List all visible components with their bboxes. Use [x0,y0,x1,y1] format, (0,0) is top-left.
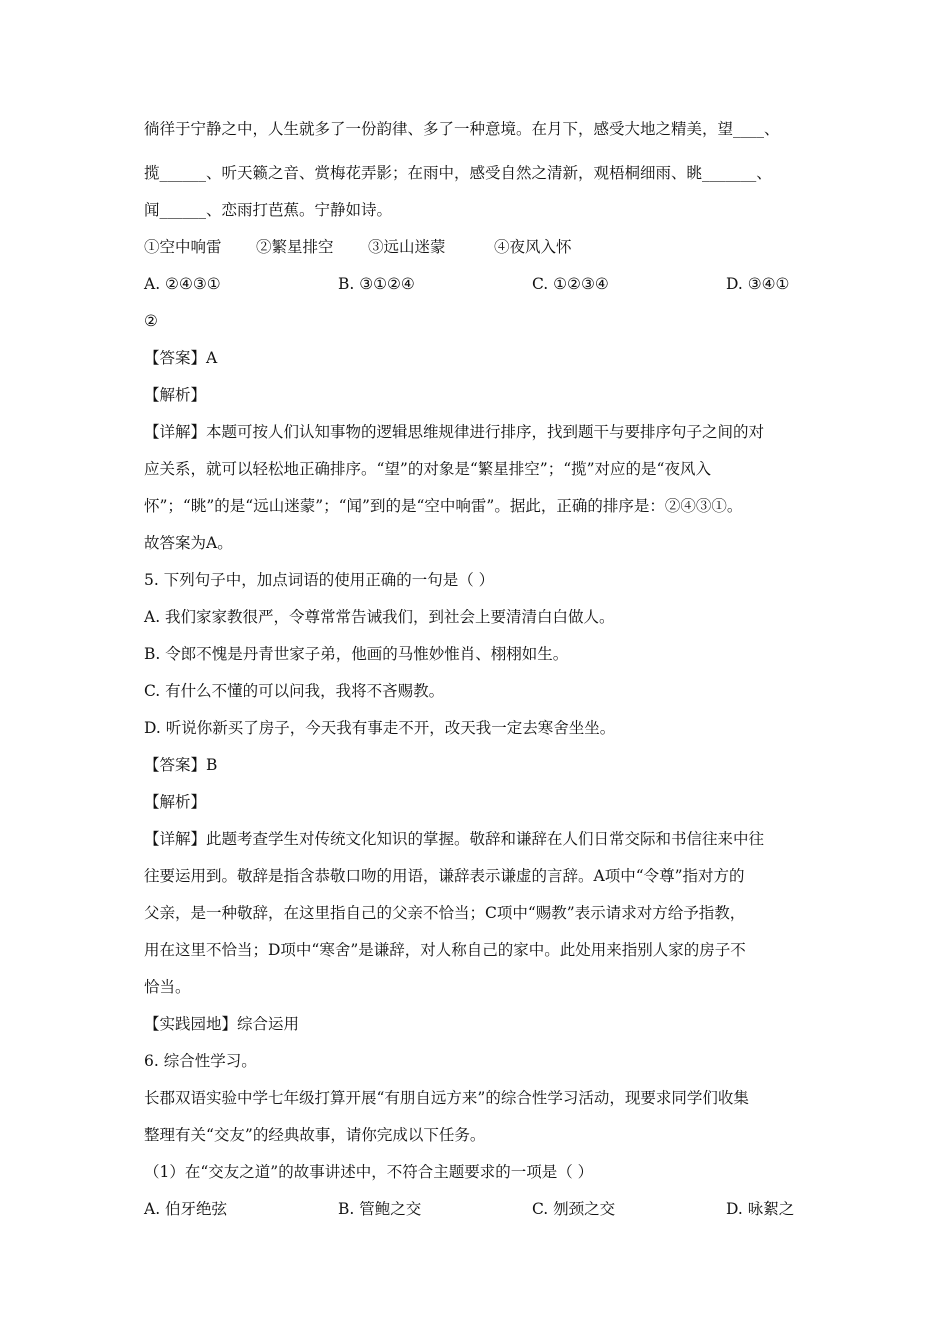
q4-item-2: ②繁星排空 [256,238,334,256]
q4-detail-line-3: 怀”；“眺”的是“远山迷蒙”；“闻”到的是“空中响雷”。据此，正确的排序是：②④③①。 [144,497,743,515]
q6-option-a: A. 伯牙绝弦 [144,1200,228,1218]
q4-paragraph-line-2: 揽______、听天籁之音、赏梅花弄影；在雨中，感受自然之清新，观梧桐细雨、眺_______、 [144,164,772,182]
q5-detail-line-1: 【详解】此题考查学生对传统文化知识的掌握。敬辞和谦辞在人们日常交际和书信往来中往 [144,830,765,848]
q4-option-d-wrap: ② [144,312,158,330]
q6-option-b: B. 管鲍之交 [338,1200,422,1218]
q6-sub-question-1: （1）在“交友之道”的故事讲述中，不符合主题要求的一项是（ ） [144,1163,594,1181]
q4-option-d: D. ③④① [726,275,790,293]
q5-option-d: D. 听说你新买了房子，今天我有事走不开，改天我一定去寒舍坐坐。 [144,719,616,737]
q5-option-a: A. 我们家家教很严，令尊常常告诫我们，到社会上要清清白白做人。 [144,608,615,626]
q4-item-3: ③远山迷蒙 [368,238,446,256]
q4-analysis-heading: 【解析】 [144,386,207,404]
q4-paragraph-line-1: 徜徉于宁静之中，人生就多了一份韵律、多了一种意境。在月下，感受大地之精美，望____、 [144,120,780,138]
q5-stem: 5. 下列句子中，加点词语的使用正确的一句是（ ） [144,571,495,589]
q4-option-c: C. ①②③④ [532,275,609,293]
q5-answer: 【答案】B [144,756,218,774]
q5-option-b: B. 令郎不愧是丹青世家子弟，他画的马惟妙惟肖、栩栩如生。 [144,645,569,663]
q4-option-b: B. ③①②④ [338,275,415,293]
q5-analysis-heading: 【解析】 [144,793,207,811]
q6-stem: 6. 综合性学习。 [144,1052,257,1070]
q6-intro-line-2: 整理有关“交友”的经典故事，请你完成以下任务。 [144,1126,486,1144]
q4-answer: 【答案】A [144,349,218,367]
q4-detail-line-4: 故答案为A。 [144,534,233,552]
q5-option-c: C. 有什么不懂的可以问我，我将不吝赐教。 [144,682,445,700]
q5-detail-line-4: 用在这里不恰当；D项中“寒舍”是谦辞，对人称自己的家中。此处用来指别人家的房子不 [144,941,746,959]
q4-option-a: A. ②④③① [144,275,221,293]
q6-option-d: D. 咏絮之 [726,1200,795,1218]
q4-detail-line-2: 应关系，就可以轻松地正确排序。“望”的对象是“繁星排空”；“揽”对应的是“夜风入 [144,460,711,478]
q5-detail-line-2: 往要运用到。敬辞是指含恭敬口吻的用语，谦辞表示谦虚的言辞。A项中“令尊”指对方的 [144,867,745,885]
section-heading: 【实践园地】综合运用 [144,1015,300,1033]
q4-item-4: ④夜风入怀 [494,238,572,256]
q4-paragraph-line-3: 闻______、恋雨打芭蕉。宁静如诗。 [144,201,393,219]
q6-intro-line-1: 长郡双语实验中学七年级打算开展“有朋自远方来”的综合性学习活动，现要求同学们收集 [144,1089,749,1107]
q5-detail-line-3: 父亲，是一种敬辞，在这里指自己的父亲不恰当；C项中“赐教”表示请求对方给予指教， [144,904,746,922]
q6-option-c: C. 刎颈之交 [532,1200,616,1218]
q5-detail-line-5: 恰当。 [144,978,191,996]
q4-detail-line-1: 【详解】本题可按人们认知事物的逻辑思维规律进行排序，找到题干与要排序句子之间的对 [144,423,765,441]
q4-item-1: ①空中响雷 [144,238,222,256]
